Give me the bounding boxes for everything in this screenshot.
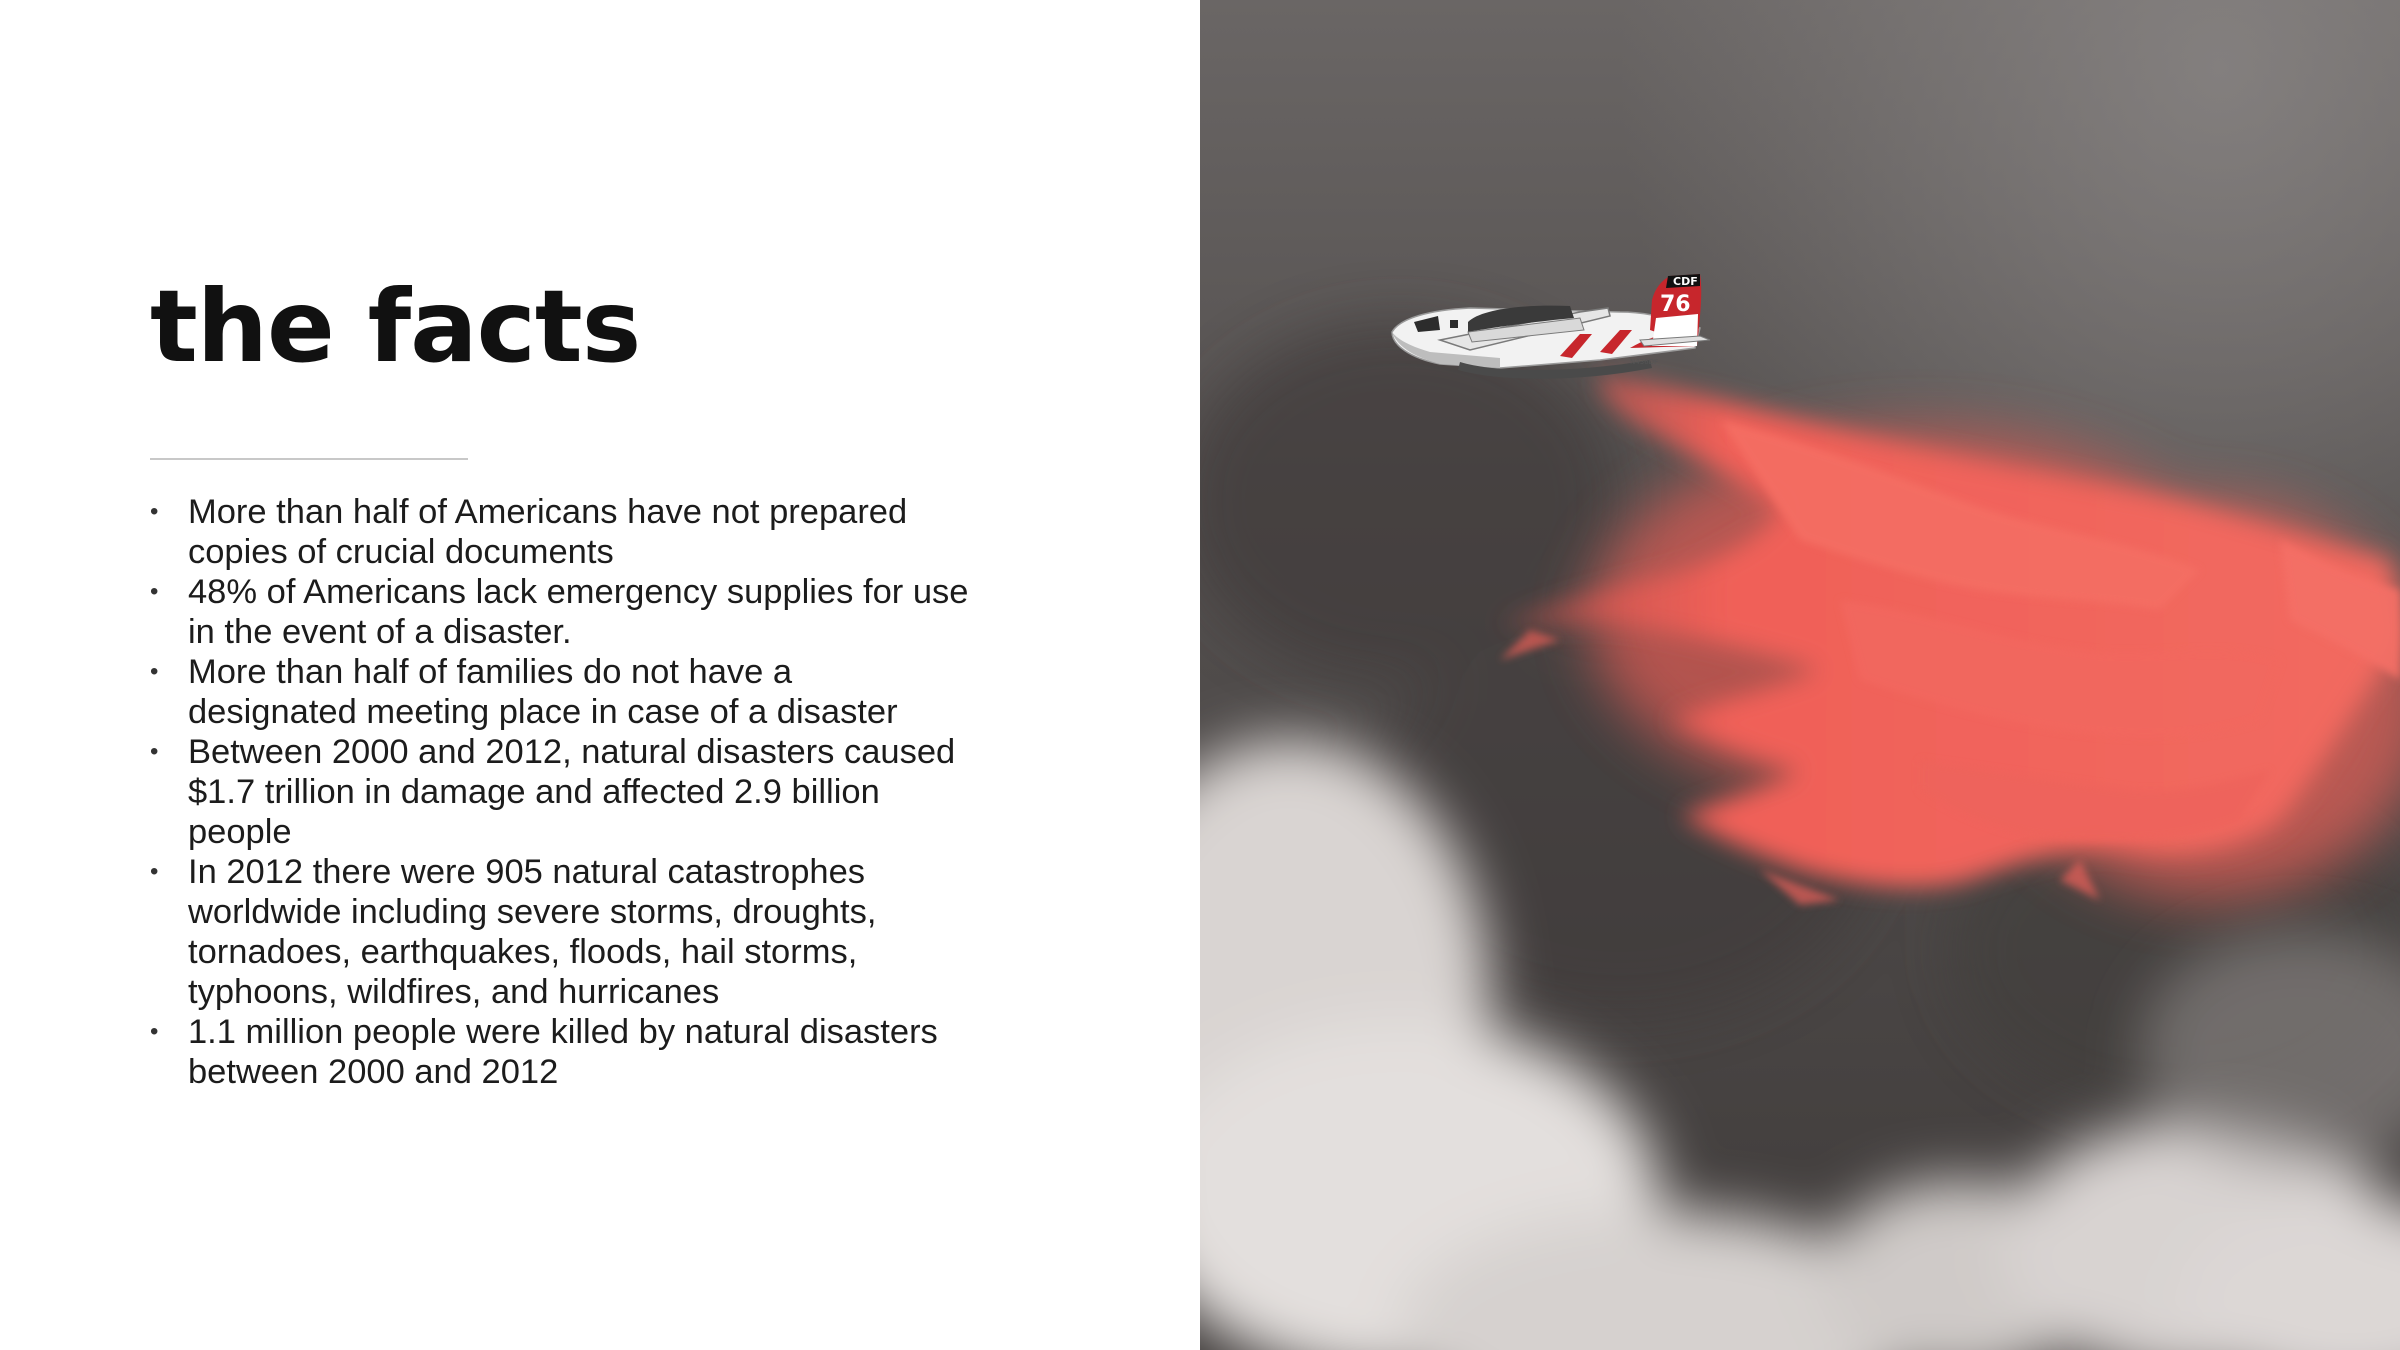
tail-number: 76 [1660, 292, 1691, 317]
tail-label: CDF [1673, 275, 1698, 288]
bullet-icon: • [150, 498, 159, 525]
bullet-icon: • [150, 1018, 159, 1045]
bullet-icon: • [150, 658, 159, 685]
list-item [150, 732, 970, 852]
fact-text: 48% of Americans lack emergency supplies for use in the event of a disaster. [188, 573, 969, 651]
photo-illustration [1200, 0, 2400, 1350]
fact-text: In 2012 there were 905 natural catastrophes worldwide including severe storms, droughts, tornadoes, earthquakes, floods, hail storms, typhoons, wildfires, and hurricanes [188, 853, 877, 1011]
fact-text: Between 2000 and 2012, natural disasters caused $1.7 trillion in damage and affected 2.9 billion people [188, 733, 956, 851]
fact-text: More than half of families do not have a designated meeting place in case of a disaster [188, 653, 898, 731]
list-item [150, 1012, 970, 1092]
bullet-icon: • [150, 578, 159, 605]
fact-text: 1.1 million people were killed by natural disasters between 2000 and 2012 [188, 1013, 938, 1091]
list-item [150, 572, 970, 652]
bullet-icon: • [150, 738, 159, 765]
firefighting-plane-photo [1200, 0, 2400, 1350]
list-item [150, 492, 970, 572]
slide-title: the facts [150, 268, 641, 385]
bullet-icon: • [150, 858, 159, 885]
plane-registration: N436DF [1630, 358, 1659, 366]
list-item [150, 652, 970, 732]
facts-list [150, 492, 970, 1092]
title-divider [150, 458, 468, 460]
list-item [150, 852, 970, 1012]
fact-text: More than half of Americans have not prepared copies of crucial documents [188, 493, 908, 571]
